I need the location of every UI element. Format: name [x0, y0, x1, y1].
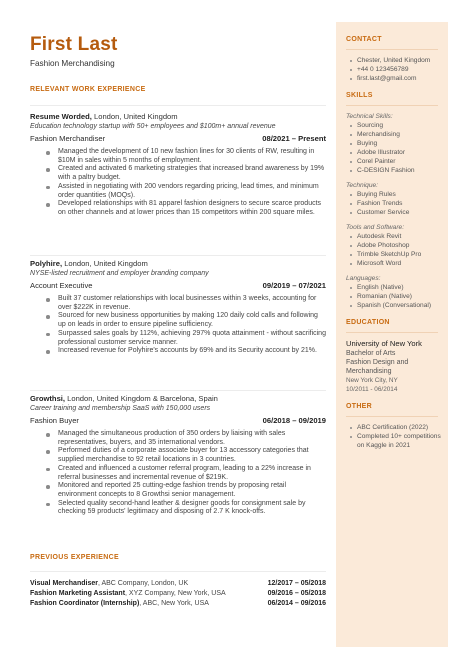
- other-item: ABC Certification (2022): [350, 423, 441, 432]
- section-divider: [30, 571, 326, 572]
- skill-item: Customer Service: [350, 208, 441, 217]
- job-location: London, United Kingdom: [62, 259, 148, 268]
- section-divider: [346, 105, 438, 106]
- job-entry: [30, 259, 330, 356]
- job-bullets: [30, 148, 326, 218]
- bullet: Monitored and reported 25 cutting-edge fashion trends by proposing retail environment concepts to 8 Growthsi senior management.: [44, 482, 326, 499]
- previous-dates: 09/2016 – 05/2018: [267, 590, 326, 597]
- skills-tools-list: [346, 232, 441, 268]
- bullet: Created and influenced a customer referral program, leading to a 22% increase in referral businesses and incremental revenue of $219K.: [44, 465, 326, 482]
- job-location: London, United Kingdom & Barcelona, Spain: [65, 394, 218, 403]
- section-title-skills: SKILLS: [346, 92, 373, 99]
- skill-item: Adobe Illustrator: [350, 148, 441, 157]
- section-divider: [346, 332, 438, 333]
- job-tagline: NYSE-listed recruitment and employer branding company: [30, 270, 209, 277]
- language-item: Romanian (Native): [350, 292, 441, 301]
- contact-location: Chester, United Kingdom: [350, 56, 441, 65]
- skill-item: Microsoft Word: [350, 259, 441, 268]
- job-company: Growthsi,: [30, 394, 66, 403]
- bullet: Assisted in negotiating with 200 vendors regarding pricing, lead times, and minimum order quantities (MOQs).: [44, 183, 326, 200]
- job-tagline: Career training and membership SaaS with 150,000 users: [30, 405, 211, 412]
- bullet: Created and activated 6 marketing strategies that increased brand awareness by 19% with a paltry budget.: [44, 165, 326, 182]
- job-dates: 08/2021 – Present: [262, 134, 326, 143]
- other-item: Completed 10+ competitions on Kaggle in 2021: [350, 432, 441, 450]
- job-location: London, United Kingdom: [91, 112, 178, 121]
- job-company-line: [30, 259, 330, 269]
- education-degree: Merchandising: [346, 368, 392, 375]
- skills-languages-list: [346, 283, 441, 310]
- education-degree: Bachelor of Arts: [346, 350, 396, 357]
- job-role-row: [30, 416, 326, 426]
- previous-row: [30, 579, 326, 589]
- job-divider: [30, 390, 326, 391]
- skills-label-tools: Tools and Software:: [346, 224, 405, 231]
- candidate-title: Fashion Merchandising: [30, 59, 115, 68]
- sidebar: [336, 22, 448, 647]
- job-dates: 09/2019 – 07/2021: [262, 281, 326, 290]
- skill-item: Autodesk Revit: [350, 232, 441, 241]
- skill-item: Merchandising: [350, 130, 441, 139]
- bullet: Surpassed sales goals by 112%, achieving 297% quota attainment - without sacrificing professional customer service manner.: [44, 330, 326, 347]
- job-entry: [30, 394, 330, 517]
- skill-item: Trimble SketchUp Pro: [350, 250, 441, 259]
- education-location: New York City, NY: [346, 377, 398, 384]
- skill-item: Sourcing: [350, 121, 441, 130]
- previous-role: Visual Merchandiser: [30, 580, 98, 587]
- bullet: Performed duties of a corporate associate buyer for 13 accessory categories that supplied merchandise to 92 retail locations in 3 countries.: [44, 447, 326, 464]
- skill-item: Corel Painter: [350, 157, 441, 166]
- contact-phone: +44 0 123456789: [350, 65, 441, 74]
- skills-label-languages: Languages:: [346, 275, 381, 282]
- bullet: Increased revenue for Polyhire's accounts by 69% and its Security account by 21%.: [44, 347, 326, 356]
- contact-list: [346, 56, 441, 83]
- previous-list: [30, 579, 326, 609]
- job-company-line: [30, 394, 330, 404]
- other-list: [346, 423, 441, 450]
- previous-company: , ABC, New York, USA: [139, 600, 209, 607]
- job-bullets: [30, 430, 326, 517]
- skill-item: C-DESIGN Fashion: [350, 166, 441, 175]
- bullet: Selected quality second-hand leather & designer goods for consignment sale by checking 59 products' legitimacy and disposing of 2.7 K knock-offs.: [44, 500, 326, 517]
- skill-item: Fashion Trends: [350, 199, 441, 208]
- bullet: Built 37 customer relationships with local businesses within 3 weeks, accounting for over $222K in revenue.: [44, 295, 326, 312]
- job-role: Account Executive: [30, 281, 93, 290]
- section-title-other: OTHER: [346, 403, 372, 410]
- sidebar-content: [346, 36, 441, 450]
- education-degree: Fashion Design and: [346, 359, 409, 366]
- job-role-row: [30, 281, 326, 291]
- section-divider: [346, 49, 438, 50]
- skill-item: Buying Rules: [350, 190, 441, 199]
- education-dates: 10/2011 - 06/2014: [346, 386, 398, 393]
- previous-row: [30, 599, 326, 609]
- previous-company: , ABC Company, London, UK: [97, 580, 189, 587]
- previous-dates: 12/2017 – 05/2018: [267, 580, 326, 587]
- job-company-line: [30, 112, 330, 122]
- section-title-education: EDUCATION: [346, 319, 390, 326]
- education-entry: [346, 339, 441, 394]
- job-company: Resume Worded,: [30, 112, 92, 121]
- bullet: Managed the development of 10 new fashion lines for 30 clients of RW, resulting in $10M in sales within 5 months of employment.: [44, 148, 326, 165]
- skills-technical-list: [346, 121, 441, 175]
- contact-email[interactable]: first.last@gmail.com: [350, 74, 441, 83]
- job-dates: 06/2018 – 09/2019: [262, 416, 326, 425]
- section-title-experience: RELEVANT WORK EXPERIENCE: [30, 86, 146, 93]
- main-column: [30, 34, 330, 607]
- bullet: Managed the simultaneous production of 350 orders by liaising with sales representatives, buyers, and 35 international vendors.: [44, 430, 326, 447]
- previous-row: [30, 589, 326, 599]
- bullet: Developed relationships with 81 apparel fashion designers to secure scarce products on other channels and at lower prices than 15 competitors within 200 square miles.: [44, 200, 326, 217]
- job-divider: [30, 255, 326, 256]
- bullet: Sourced for new business opportunities by making 120 daily cold calls and following up on leads in order to ensure pipeline sufficiency.: [44, 312, 326, 329]
- previous-company: , XYZ Company, New York, USA: [125, 590, 226, 597]
- education-school: University of New York: [346, 339, 422, 348]
- section-divider: [30, 105, 326, 106]
- job-entry: [30, 112, 330, 218]
- previous-dates: 06/2014 – 09/2016: [267, 600, 326, 607]
- language-item: Spanish (Conversational): [350, 301, 441, 310]
- language-item: English (Native): [350, 283, 441, 292]
- skill-item: Adobe Photoshop: [350, 241, 441, 250]
- job-company: Polyhire,: [30, 259, 63, 268]
- candidate-name: First Last: [30, 34, 118, 55]
- section-title-previous: PREVIOUS EXPERIENCE: [30, 554, 119, 561]
- previous-role: Fashion Coordinator (Internship): [30, 600, 140, 607]
- previous-role: Fashion Marketing Assistant: [30, 590, 126, 597]
- skills-technique-list: [346, 190, 441, 217]
- job-tagline: Education technology startup with 50+ employees and $100m+ annual revenue: [30, 123, 276, 130]
- section-title-contact: CONTACT: [346, 36, 382, 43]
- section-divider: [346, 416, 438, 417]
- job-role: Fashion Merchandiser: [30, 134, 106, 143]
- job-role-row: [30, 134, 326, 144]
- skills-label-technique: Technique:: [346, 182, 379, 189]
- skills-label-technical: Technical Skills:: [346, 113, 393, 120]
- job-bullets: [30, 295, 326, 356]
- skill-item: Buying: [350, 139, 441, 148]
- job-role: Fashion Buyer: [30, 416, 79, 425]
